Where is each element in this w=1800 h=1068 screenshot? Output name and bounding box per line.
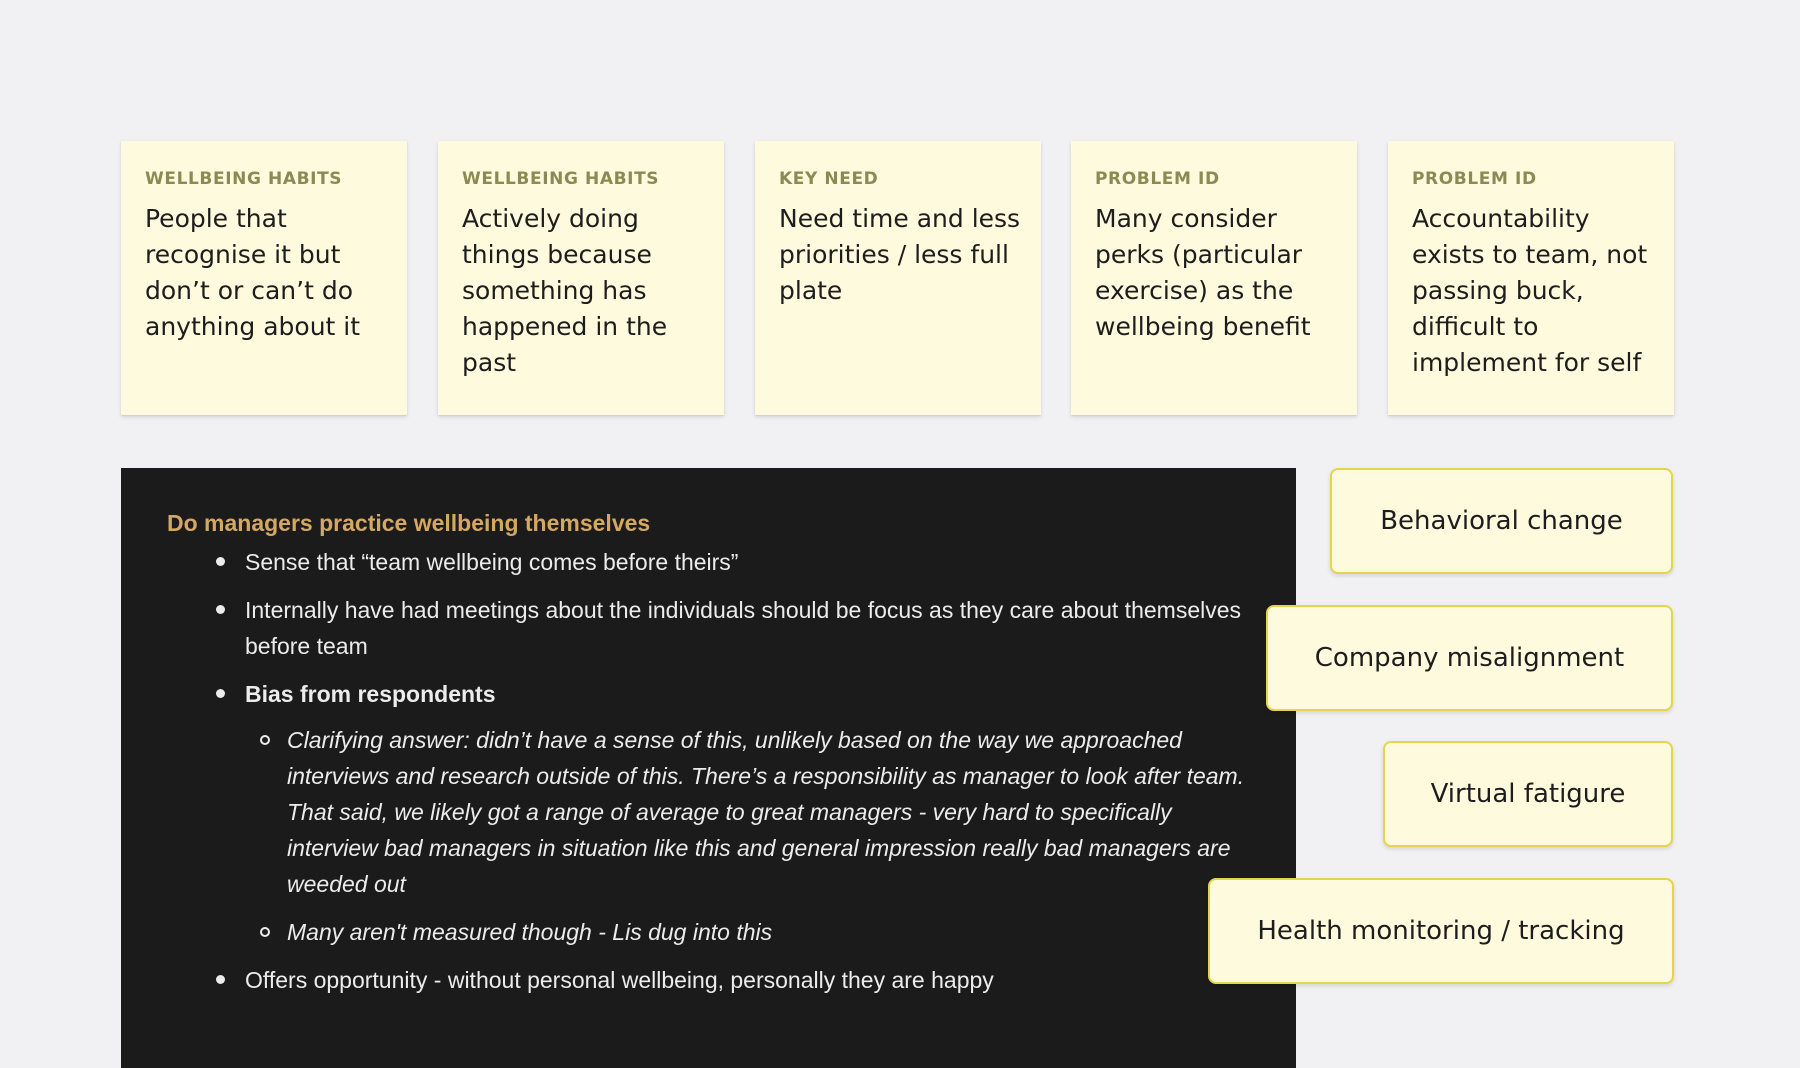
list-item bbox=[245, 962, 1256, 998]
notes-title: Do managers practice wellbeing themselves bbox=[167, 510, 651, 536]
sticky-note[interactable] bbox=[755, 141, 1041, 415]
sticky-category: PROBLEM ID bbox=[1095, 169, 1220, 189]
tag-label: Virtual fatigure bbox=[1430, 779, 1626, 809]
tag-label: Health monitoring / tracking bbox=[1257, 916, 1625, 946]
sticky-text: Many consider perks (particular exercise) as the wellbeing benefit bbox=[1095, 204, 1311, 342]
sticky-note[interactable] bbox=[1071, 141, 1357, 415]
sticky-note[interactable] bbox=[1388, 141, 1674, 415]
bullet-dot-icon bbox=[216, 689, 225, 698]
notes-bullet-list bbox=[167, 544, 1256, 998]
bullet-dot-icon bbox=[216, 605, 225, 614]
bullet-ring-icon bbox=[260, 735, 270, 745]
tag-label: Behavioral change bbox=[1380, 506, 1623, 536]
sticky-note[interactable] bbox=[121, 141, 407, 415]
notes-panel[interactable] bbox=[121, 468, 1296, 1068]
sticky-text: People that recognise it but don’t or can’t do anything about it bbox=[145, 204, 361, 342]
tag-sticky[interactable] bbox=[1208, 878, 1674, 984]
bullet-text: Bias from respondents bbox=[245, 681, 496, 707]
sticky-text: Actively doing things because something has happened in the past bbox=[462, 204, 668, 378]
bullet-text: Sense that “team wellbeing comes before theirs” bbox=[245, 549, 739, 575]
bullet-ring-icon bbox=[260, 927, 270, 937]
sticky-note[interactable] bbox=[438, 141, 724, 415]
bullet-text: Internally have had meetings about the individuals should be focus as they care about themselves before team bbox=[245, 597, 1242, 659]
sub-list-item bbox=[287, 722, 1256, 902]
sub-bullet-text: Many aren't measured though - Lis dug into this bbox=[287, 919, 773, 945]
sub-bullet-list bbox=[245, 722, 1256, 950]
sticky-category: WELLBEING HABITS bbox=[462, 169, 660, 189]
sticky-category: WELLBEING HABITS bbox=[145, 169, 343, 189]
sub-bullet-text: Clarifying answer: didn’t have a sense of this, unlikely based on the way we approached interviews and research outside of this. There’s a responsibility as manager to look after team. That said, we likely got a range of average to great managers - very hard to specifically interview bad managers in situation like this and general impression really bad managers are weeded out bbox=[287, 727, 1245, 897]
bullet-dot-icon bbox=[216, 557, 225, 566]
sticky-text: Accountability exists to team, not passing buck, difficult to implement for self bbox=[1412, 204, 1648, 378]
sub-list-item bbox=[287, 914, 1256, 950]
tag-sticky[interactable] bbox=[1383, 741, 1673, 847]
tag-sticky[interactable] bbox=[1266, 605, 1673, 711]
list-item bbox=[245, 676, 1256, 950]
list-item bbox=[245, 592, 1256, 664]
sticky-text: Need time and less priorities / less full plate bbox=[779, 204, 1021, 306]
sticky-category: PROBLEM ID bbox=[1412, 169, 1537, 189]
bullet-text: Offers opportunity - without personal wellbeing, personally they are happy bbox=[245, 967, 994, 993]
tag-sticky[interactable] bbox=[1330, 468, 1673, 574]
list-item bbox=[245, 544, 1256, 580]
sticky-category: KEY NEED bbox=[779, 169, 879, 189]
tag-label: Company misalignment bbox=[1314, 643, 1625, 673]
bullet-dot-icon bbox=[216, 975, 225, 984]
